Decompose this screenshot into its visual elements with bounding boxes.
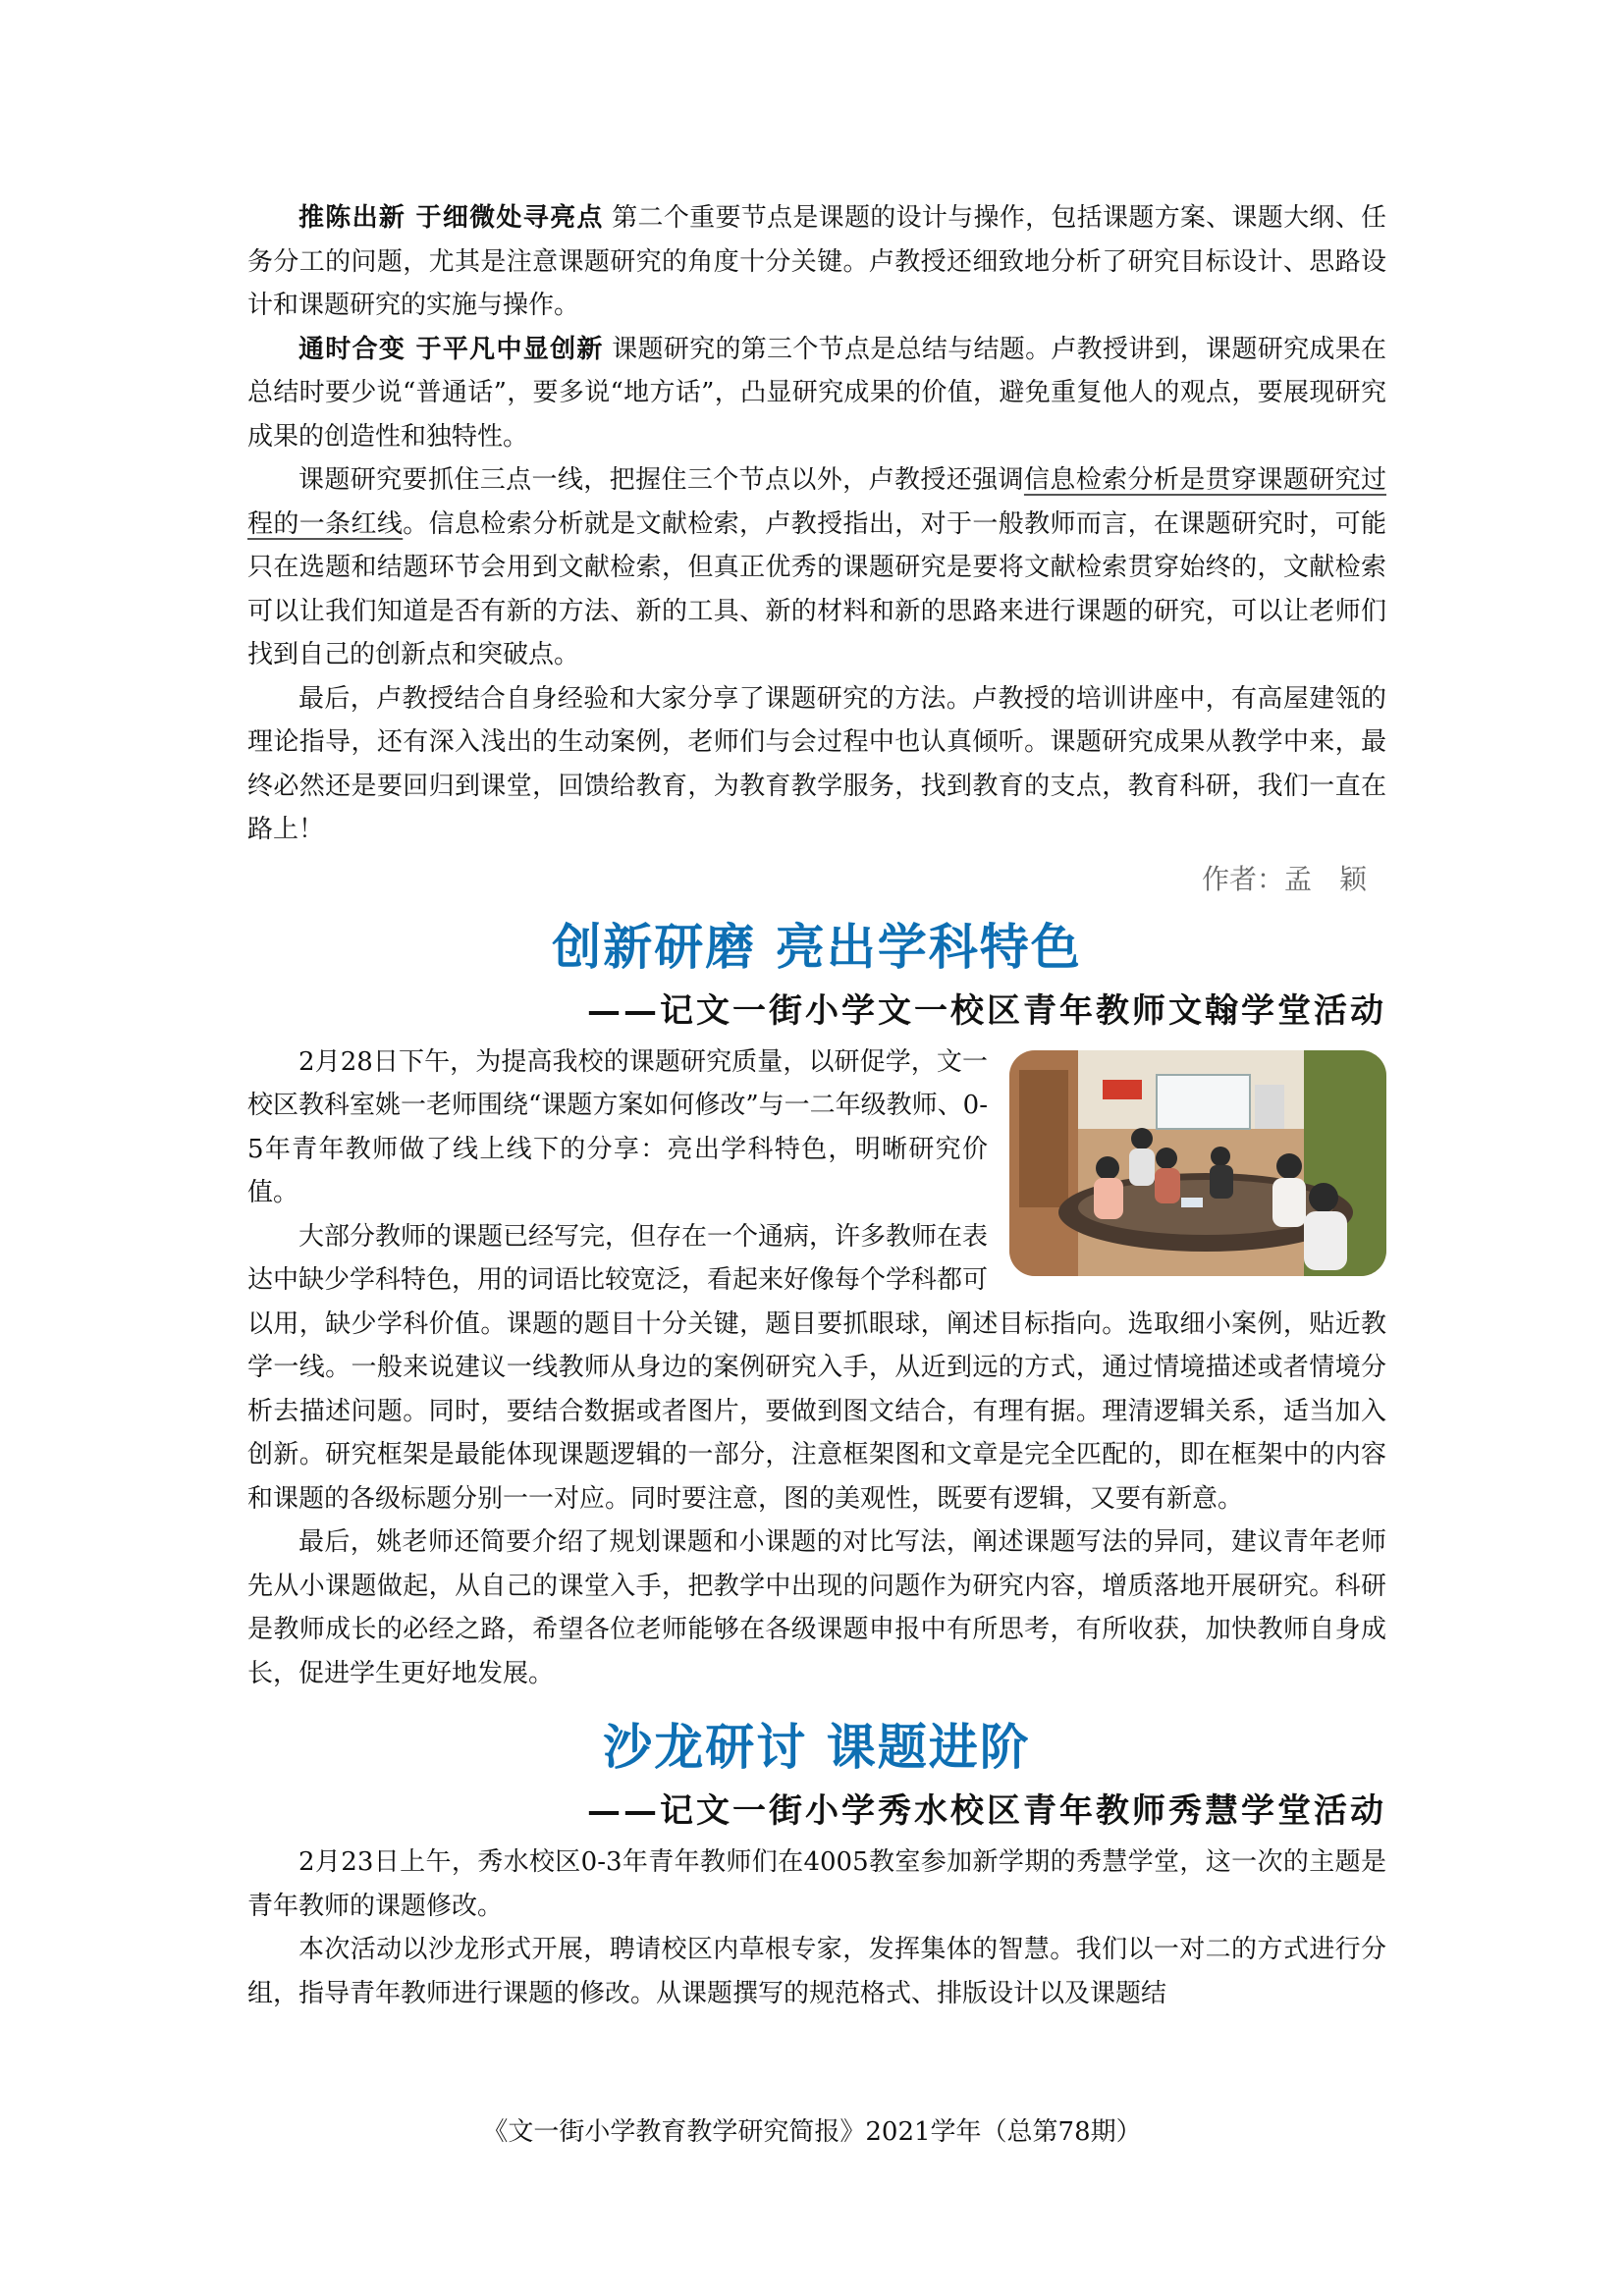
paragraph: 大部分教师的课题已经写完，但存在一个通病，许多教师在表达中缺少学科特色，用的词语比较宽泛，看起来好像每个学科都可以用，缺少学科价值。课题的题目十分关键，题目要抓眼球，阐述目标指向。选取细小案例，贴近教学一线。一般来说建议一线教师从身边的案例研究入手，从近到远的方式，通过情境描述或者情境分析去描述问题。同时，要结合数据或者图片，要做到图文结合，有理有据。理清逻辑关系，适当加入创新。研究框架是最能体现课题逻辑的一部分，注意框架图和文章是完全匹配的，即在框架中的内容和课题的各级标题分别一一对应。同时要注意，图的美观性，既要有逻辑，又要有新意。 [247,1221,1386,1514]
paragraph: 课题研究要抓住三点一线，把握住三个节点以外，卢教授还强调信息检索分析是贯穿课题研究过程的一条红线。信息检索分析就是文献检索，卢教授指出，对于一般教师而言，在课题研究时，可能只在选题和结题环节会用到文献检索，但真正优秀的课题研究是要将文献检索贯穿始终的，文献检索可以让我们知道是否有新的方法、新的工具、新的材料和新的思路来进行课题的研究，可以让老师们找到自己的创新点和突破点。 [247,465,1386,669]
section-title: 沙龙研讨 课题进阶 [603,1719,1031,1776]
section-title: 创新研磨 亮出学科特色 [552,918,1082,976]
paragraph: 最后，姚老师还简要介绍了规划课题和小课题的对比写法，阐述课题写法的异同，建议青年老师先从小课题做起，从自己的课堂入手，把教学中出现的问题作为研究内容，增质落地开展研究。科研是教师成长的必经之路，希望各位老师能够在各级课题申报中有所思考，有所收获，加快教师自身成长，促进学生更好地发展。 [247,1527,1386,1688]
meeting-room-image [1009,1050,1386,1276]
underlined-text: 信息检索分析是贯穿课题研究过程的一条红线 [247,465,1386,539]
paragraph: 2月23日上午，秀水校区0-3年青年教师们在4005教室参加新学期的秀慧学堂，这一次的主题是青年教师的课题修改。 [247,1847,1386,1921]
author-line: 作者：孟 颖 [1201,862,1367,895]
paragraph: 推陈出新 于细微处寻亮点 第二个重要节点是课题的设计与操作，包括课题方案、课题大纲、任务分工的问题，尤其是注意课题研究的角度十分关键。卢教授还细致地分析了研究目标设计、思路设计和课题研究的实施与操作。 [247,203,1386,320]
paragraph: 本次活动以沙龙形式开展，聘请校区内草根专家，发挥集体的智慧。我们以一对二的方式进行分组，指导青年教师进行课题的修改。从课题撰写的规范格式、排版设计以及课题结 [247,1935,1386,2008]
paragraph: 最后，卢教授结合自身经验和大家分享了课题研究的方法。卢教授的培训讲座中，有高屋建瓴的理论指导，还有深入浅出的生动案例，老师们与会过程中也认真倾听。课题研究成果从教学中来，最终必然还是要回归到课堂，回馈给教育，为教育教学服务，找到教育的支点，教育科研，我们一直在路上！ [247,683,1386,844]
page-content [247,196,1386,2015]
paragraph: 2月28日下午，为提高我校的课题研究质量，以研促学，文一校区教科室姚一老师围绕“课题方案如何修改”与一二年级教师、0-5年青年教师做了线上线下的分享：亮出学科特色，明晰研究价值。 [247,1046,988,1207]
section-subtitle: ——记文一街小学文一校区青年教师文翰学堂活动 [587,990,1386,1031]
paragraph-lead: 通时合变 于平凡中显创新 [298,334,604,364]
section-subtitle: ——记文一街小学秀水校区青年教师秀慧学堂活动 [587,1791,1386,1831]
meeting-photo [1009,1050,1386,1276]
paragraph: 通时合变 于平凡中显创新 课题研究的第三个节点是总结与结题。卢教授讲到，课题研究成果在总结时要少说“普通话”，要多说“地方话”，凸显研究成果的价值，避免重复他人的观点，要展现研究成果的创造性和独特性。 [247,334,1386,452]
paragraph-lead: 推陈出新 于细微处寻亮点 [298,203,604,233]
page-footer: 《文一街小学教育教学研究简报》2021学年（总第78期） [482,2117,1142,2147]
